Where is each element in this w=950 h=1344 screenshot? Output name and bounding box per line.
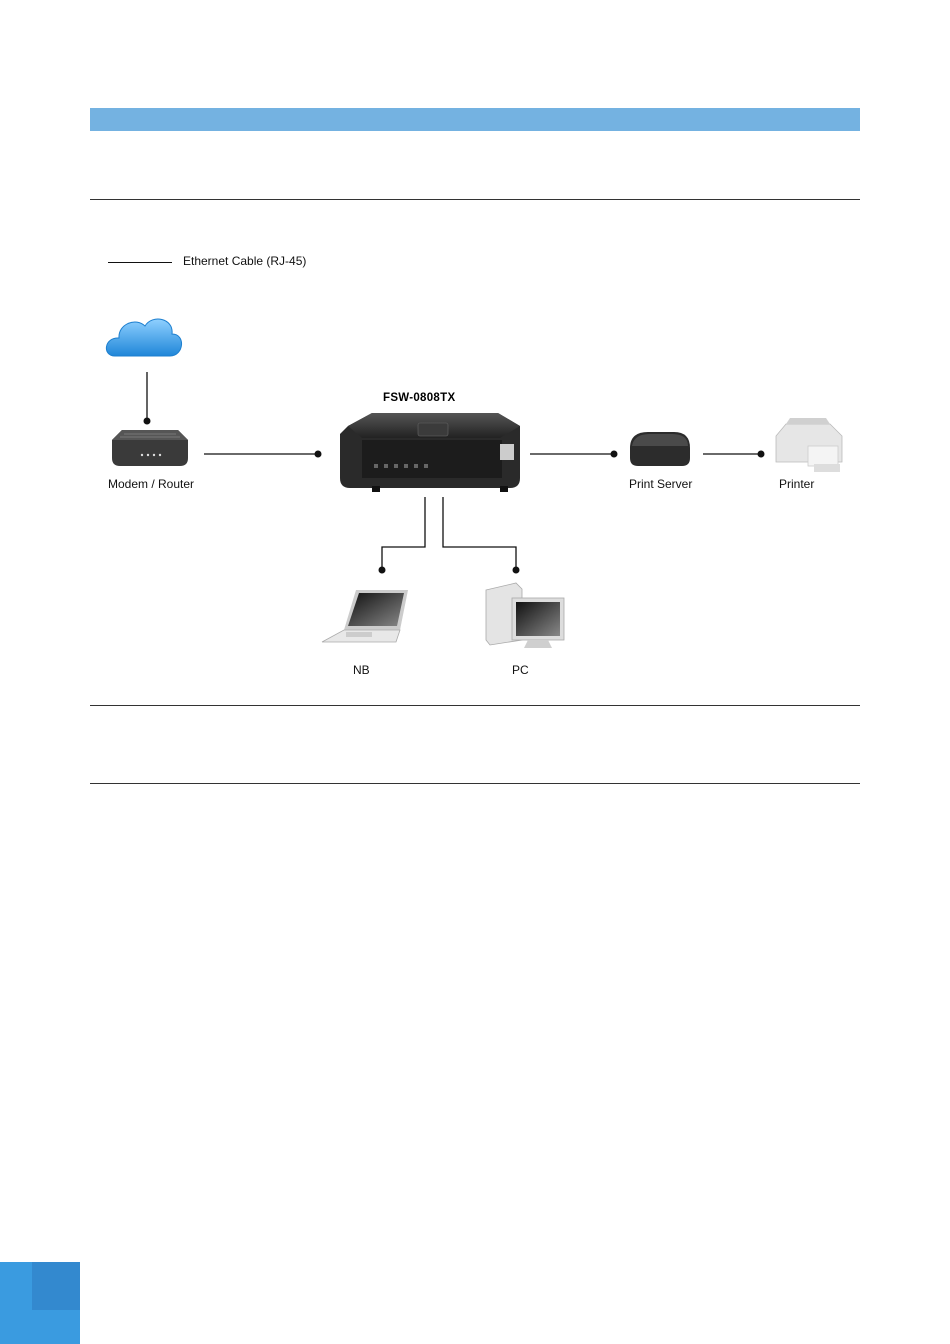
switch-model-label: FSW-0808TX [383,392,456,404]
internet-cloud-icon [106,319,181,356]
print-server-label: Print Server [629,477,693,491]
modem-router-label: Modem / Router [108,477,195,491]
connector-dot [315,451,322,458]
page-corner-tab-inner [32,1262,80,1310]
printer-icon [776,418,842,472]
printer-label: Printer [779,477,815,491]
cable-switch-pc [443,497,516,570]
print-server-icon [630,432,690,466]
connector-dot [379,567,386,574]
switch-icon [340,413,520,492]
connector-dot [611,451,618,458]
notebook-icon [322,590,408,642]
legend-label: Ethernet Cable (RJ-45) [183,254,307,268]
pc-label: PC [512,663,529,677]
cable-switch-nb [382,497,425,570]
connector-dot [144,418,151,425]
modem-router-icon [112,430,188,466]
connector-dot [513,567,520,574]
pc-icon [486,583,564,648]
connector-dot [758,451,765,458]
nb-label: NB [353,663,370,677]
